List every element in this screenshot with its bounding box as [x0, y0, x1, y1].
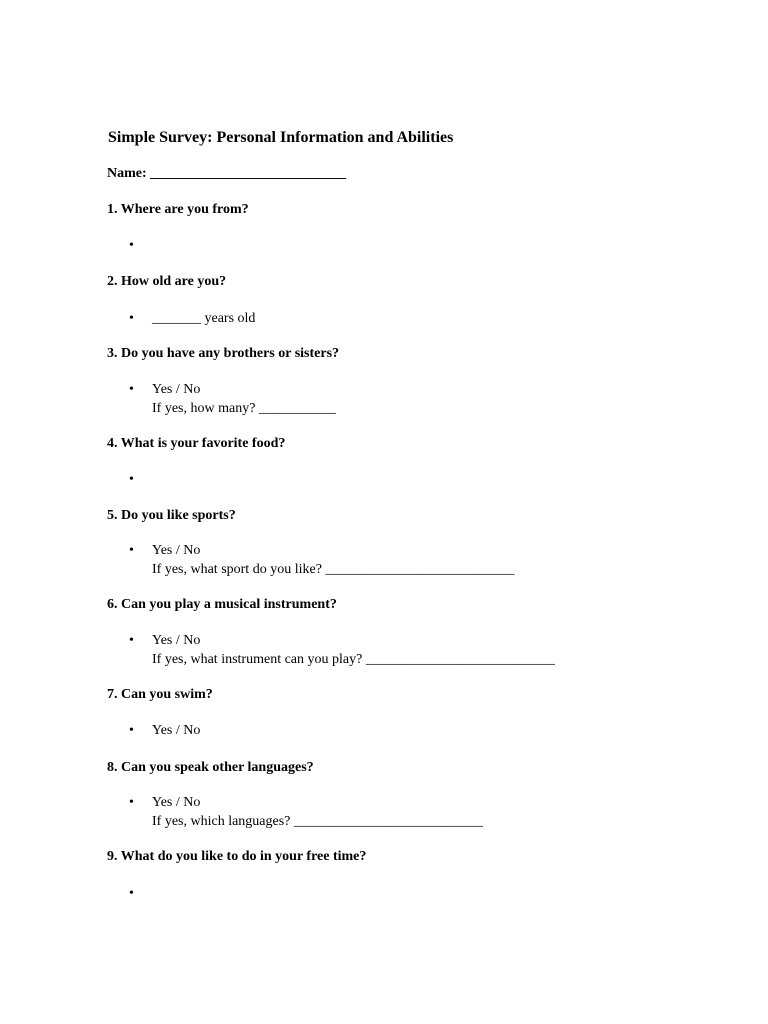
question-4: 4. What is your favorite food?: [107, 436, 286, 451]
answer-6-line1: Yes / No: [152, 633, 201, 648]
bullet-1: •: [129, 238, 134, 253]
question-8: 8. Can you speak other languages?: [107, 760, 314, 775]
question-9: 9. What do you like to do in your free time?: [107, 849, 367, 864]
answer-8-line2: If yes, which languages? ___________________________: [152, 813, 483, 829]
bullet-4: •: [129, 472, 134, 487]
survey-title: Simple Survey: Personal Information and Abilities: [108, 129, 454, 146]
question-2: 2. How old are you?: [107, 274, 227, 289]
bullet-2: •: [129, 311, 134, 326]
answer-8[interactable]: [152, 794, 483, 831]
answer-6-line2: If yes, what instrument can you play? ___________________________: [152, 651, 555, 667]
question-7: 7. Can you swim?: [107, 687, 213, 702]
answer-3-line1: Yes / No: [152, 382, 201, 397]
bullet-7: •: [129, 723, 134, 738]
bullet-5: •: [129, 543, 134, 558]
question-1: 1. Where are you from?: [107, 202, 249, 217]
question-5: 5. Do you like sports?: [107, 508, 236, 523]
answer-5-line2: If yes, what sport do you like? ___________________________: [152, 561, 515, 577]
bullet-8: •: [129, 795, 134, 810]
answer-5-line1: Yes / No: [152, 543, 201, 558]
answer-7[interactable]: [152, 722, 200, 741]
bullet-9: •: [129, 886, 134, 901]
answer-2[interactable]: [152, 310, 255, 329]
answer-2-line1: _______ years old: [152, 311, 256, 326]
question-3: 3. Do you have any brothers or sisters?: [107, 346, 340, 361]
bullet-3: •: [129, 382, 134, 397]
answer-8-line1: Yes / No: [152, 795, 201, 810]
name-field[interactable]: Name: ____________________________: [107, 166, 347, 181]
answer-3-line2: If yes, how many? ___________: [152, 400, 336, 416]
answer-5[interactable]: [152, 542, 514, 579]
answer-7-line1: Yes / No: [152, 723, 201, 738]
question-6: 6. Can you play a musical instrument?: [107, 597, 337, 612]
bullet-6: •: [129, 633, 134, 648]
answer-3[interactable]: [152, 381, 336, 418]
answer-6[interactable]: [152, 632, 555, 669]
